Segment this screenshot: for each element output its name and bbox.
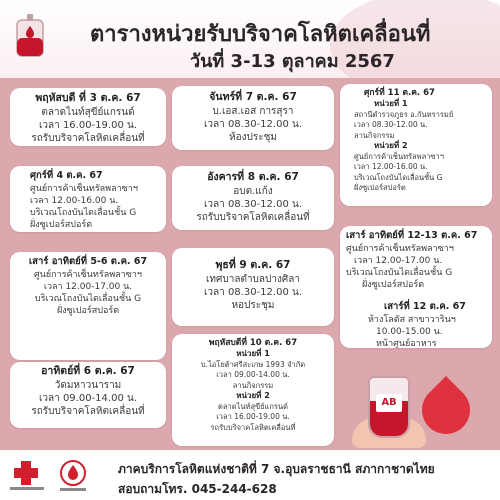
card-line: อบต.แก้ง	[233, 186, 273, 197]
card-line: สถานีตำรวจภูธร อ.กันทรารมย์	[354, 109, 454, 119]
unit-label: หน่วยที่ 1	[236, 349, 270, 358]
card-line: รถรับบริจาคโลหิตเคลื่อนที่	[196, 212, 310, 223]
card-line: ลานกิจกรรม	[354, 130, 395, 140]
blood-type-label: AB	[376, 394, 402, 412]
card-line: ฝั่งซูเปอร์สปอร์ต	[354, 183, 406, 192]
schedule-card	[10, 166, 166, 232]
card-line: รถรับบริจาคโลหิตเคลื่อนที่	[31, 133, 145, 144]
card-title: พฤหัสบดี ที่ 3 ต.ค. 67	[35, 92, 141, 104]
blood-bag-illustration	[368, 376, 410, 438]
card-line: บริเวณโถงบันไดเลื่อนชั้น G	[34, 294, 142, 304]
card-line: เวลา 08.30-12.00 น.	[203, 119, 302, 130]
schedule-card	[172, 86, 334, 150]
card-title: พุธที่ 9 ต.ค. 67	[215, 259, 291, 271]
card-line: เวลา 12.00-17.00 น.	[43, 282, 133, 292]
blood-service-logo	[56, 458, 90, 494]
card-title: อาทิตย์ที่ 6 ต.ค. 67	[41, 365, 135, 377]
schedule-card	[10, 362, 166, 428]
blood-bag-icon	[12, 12, 48, 62]
card-line: หน้าศูนย์อาหาร	[376, 339, 437, 348]
card-line: เวลา 16.00-19.00 น.	[216, 412, 290, 421]
card-title: เสาร์ อาทิตย์ที่ 5-6 ต.ค. 67	[28, 256, 148, 267]
card-line: เวลา 12.00-16.00 น.	[30, 196, 119, 206]
card-line: หอประชุม	[231, 300, 275, 311]
card-title: พฤหัสบดีที่ 10 ต.ค. 67	[208, 338, 298, 348]
card-title: เสาร์ที่ 12 ต.ค. 67	[384, 301, 466, 312]
schedule-card	[10, 252, 166, 360]
card-line: รถรับบริจาคโลหิตเคลื่อนที่	[210, 422, 296, 432]
unit-label: หน่วยที่ 2	[236, 391, 270, 400]
card-line: บ.เอส.เอส การสุรา	[212, 106, 294, 117]
page-title: ตารางหน่วยรับบริจาคโลหิตเคลื่อนที่	[90, 22, 431, 47]
card-line: ตลาดไนท์สุขีย์แกรนด์	[218, 401, 288, 411]
card-title: เสาร์ อาทิตย์ที่ 12-13 ต.ค. 67	[346, 230, 478, 241]
unit-label: หน่วยที่ 2	[374, 141, 408, 150]
card-title: ศุกร์ที่ 4 ต.ค. 67	[30, 170, 103, 181]
page-subtitle: วันที่ 3-13 ตุลาคม 2567	[190, 51, 395, 72]
schedule-card	[340, 226, 492, 348]
card-line: รถรับบริจาคโลหิตเคลื่อนที่	[31, 406, 145, 417]
card-title: อังคารที่ 8 ต.ค. 67	[207, 171, 299, 183]
schedule-card	[340, 84, 492, 206]
card-line: ตลาดไนท์สุขีย์แกรนด์	[41, 107, 135, 118]
card-line: เวลา 08.30-12.00 น.	[203, 199, 302, 210]
card-title: ศุกร์ที่ 11 ต.ค. 67	[364, 88, 435, 98]
card-title: จันทร์ที่ 7 ต.ค. 67	[209, 91, 297, 103]
card-line: บริเวณโถงบันไดเลื่อนชั้น G	[346, 268, 453, 278]
schedule-card	[172, 166, 334, 230]
schedule-card	[10, 88, 166, 146]
card-line: เวลา 09.00-14.00 น.	[38, 393, 137, 404]
red-cross-logo	[8, 458, 46, 494]
unit-label: หน่วยที่ 1	[374, 99, 408, 108]
card-line: 10.00-15.00 น.	[376, 327, 443, 337]
schedule-card	[172, 334, 334, 446]
card-line: ลานกิจกรรม	[232, 380, 274, 390]
card-line: ศูนย์การค้าเซ็นทรัลพลาซาฯ	[354, 151, 444, 161]
card-line: ศูนย์การค้าเซ็นทรัลพลาซาฯ	[346, 244, 454, 254]
card-line: ฝั่งซูเปอร์สปอร์ต	[362, 280, 425, 290]
card-line: ฝั่งซูเปอร์สปอร์ต	[56, 306, 120, 316]
card-line: เวลา 12.00-17.00 น.	[354, 256, 443, 266]
card-line: เวลา 08.30-12.00 น.	[203, 287, 302, 298]
card-line: วัดมหาวนาราม	[54, 380, 122, 391]
card-line: ห้องประชุม	[229, 132, 277, 143]
card-line: ศูนย์การค้าเซ็นทรัลพลาซาฯ	[34, 270, 142, 280]
card-line: บริเวณโถงบันไดเลื่อนชั้น G	[30, 208, 137, 218]
card-line: เวลา 16.00-19.00 น.	[38, 120, 137, 131]
card-line: เวลา 09.00-14.00 น.	[216, 370, 290, 379]
card-line: เวลา 08.30-12.00 น.	[354, 120, 428, 129]
footer-phone: สอบถามโทร. 045-244-628	[118, 482, 277, 496]
card-line: เทศบาลตำบลปางศิลา	[206, 274, 300, 285]
card-line: ฝั่งซูเปอร์สปอร์ต	[30, 220, 93, 230]
card-line: เวลา 12.00-16.00 น.	[354, 162, 428, 171]
card-line: บริเวณโถงบันไดเลื่อนชั้น G	[354, 172, 443, 182]
schedule-card	[172, 248, 334, 326]
footer-organization: ภาคบริการโลหิตแห่งชาติที่ 7 จ.อุบลราชธานี สภากาชาดไทย	[118, 462, 435, 476]
card-line: ห้างโลตัส สาขาวารินฯ	[368, 315, 456, 325]
card-line: บ.ไอโยต้าศรีสะเกษ 1993 จำกัด	[200, 359, 306, 369]
card-line: ศูนย์การค้าเซ็นทรัลพลาซาฯ	[30, 184, 138, 194]
